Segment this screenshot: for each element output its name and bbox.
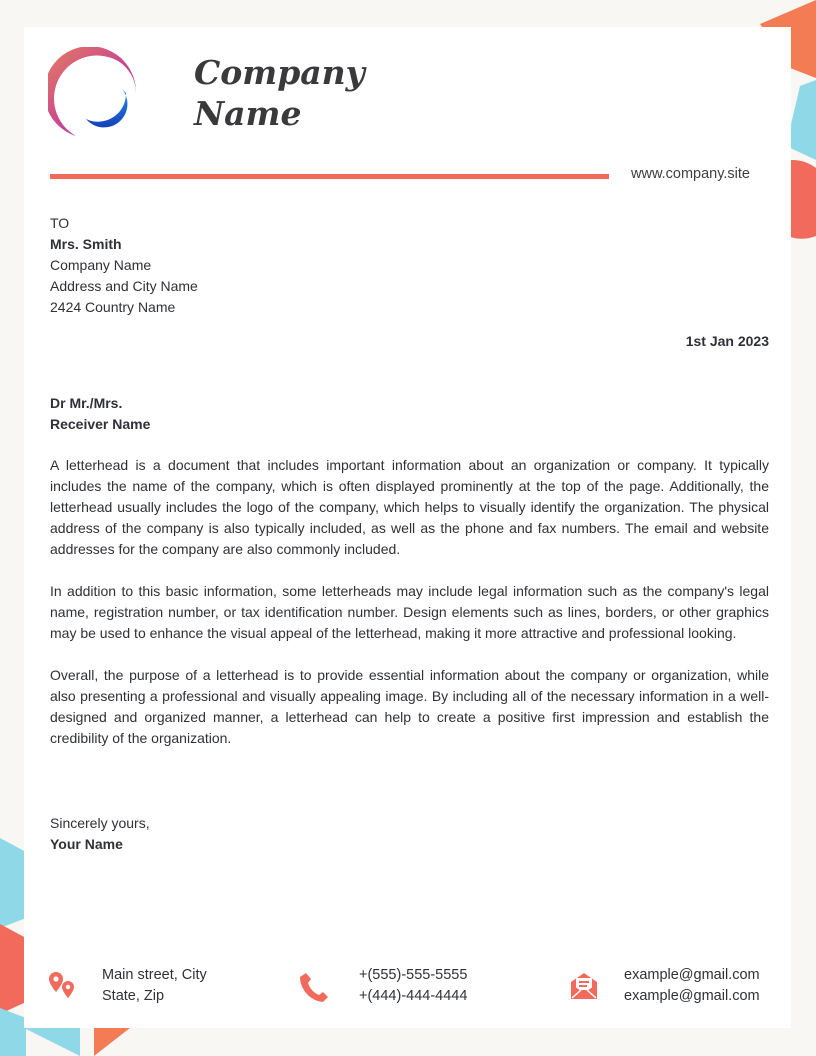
body-paragraph-2: In addition to this basic information, some letterheads may include legal information such as the company's legal name, registration number, or tax identification number. Design elements such as lines, borders, or other graphics may be used to enhance the visual appeal of the letterhead, making it more attractive and professional looking. (50, 583, 769, 641)
phone-1[interactable]: +(555)-555-5555 (359, 967, 468, 983)
footer-phones (359, 965, 467, 1007)
recipient-block (50, 213, 198, 318)
company-name (194, 52, 365, 134)
company-name-line1: Company (194, 53, 365, 92)
footer-address (102, 965, 207, 1007)
website-link[interactable]: www.company.site (631, 166, 750, 182)
recipient-name: Mrs. Smith (50, 236, 122, 252)
body-paragraph-3: Overall, the purpose of a letterhead is to provide essential information about the company or organization, while also presenting a professional and visually appealing image. By including all of the necessary information in a well-designed and organized manner, a letterhead can help to create a positive first impression and establish the credibility of the organization. (50, 667, 769, 746)
location-pin-icon (48, 972, 76, 1002)
address-line1: Main street, City (102, 967, 207, 983)
body-paragraph-1: A letterhead is a document that includes important information about an organization or company. It typically includes the name of the company, which is often displayed prominently at the top of the page. Additionally, the letterhead usually includes the logo of the company, which helps to visually identify the organization. The physical address of the company is also typically included, as well as the phone and fax numbers. The email and website addresses for the company are also commonly included. (50, 457, 769, 557)
address-line2: State, Zip (102, 988, 165, 1004)
recipient-address: Address and City Name (50, 278, 198, 294)
email-icon (569, 971, 599, 1001)
salutation (50, 393, 150, 435)
closing-line: Sincerely yours, (50, 815, 150, 831)
email-2[interactable]: example@gmail.com (624, 988, 760, 1004)
recipient-country: 2424 Country Name (50, 299, 176, 315)
header-divider (50, 174, 609, 179)
footer-emails (624, 965, 760, 1007)
phone-icon (298, 971, 328, 1003)
letter-body (50, 455, 769, 770)
salutation-line2: Receiver Name (50, 416, 151, 432)
company-name-line2: Name (194, 94, 302, 133)
letter-date: 1st Jan 2023 (685, 333, 769, 349)
phone-2[interactable]: +(444)-444-4444 (359, 988, 468, 1004)
email-1[interactable]: example@gmail.com (624, 967, 760, 983)
recipient-company: Company Name (50, 257, 152, 273)
salutation-line1: Dr Mr./Mrs. (50, 395, 123, 411)
company-logo (48, 47, 143, 139)
letterhead-page (24, 27, 791, 1028)
closing-block (50, 813, 150, 855)
signer-name: Your Name (50, 836, 123, 852)
recipient-label: TO (50, 215, 70, 231)
